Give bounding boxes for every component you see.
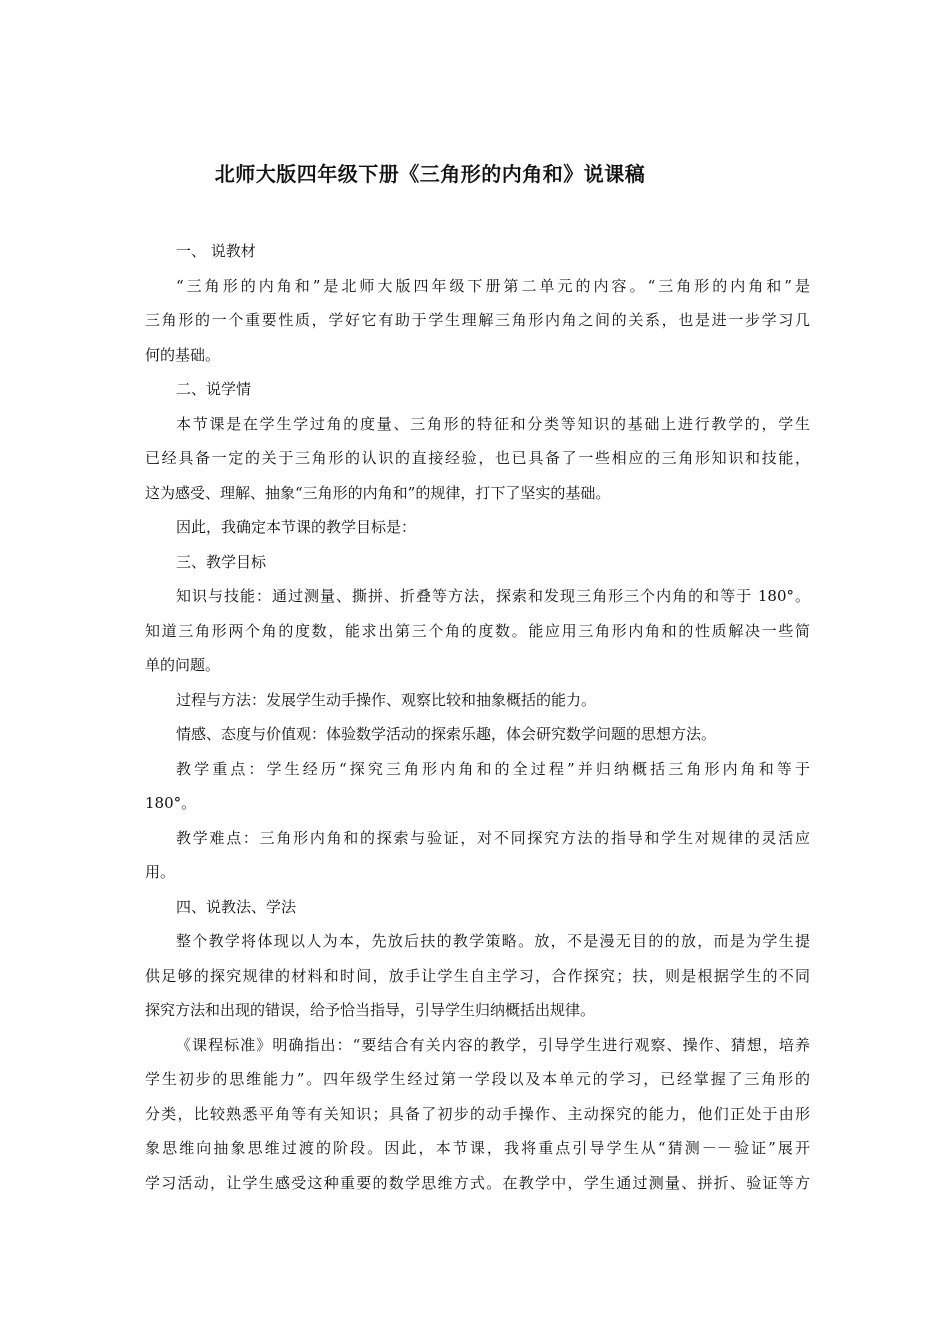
- section-heading-textbook: 一、 说教材: [176, 242, 256, 260]
- paragraph-line: “三角形的内角和”是北师大版四年级下册第二单元的内容。“三角形的内角和”是: [176, 276, 810, 295]
- paragraph-line: 已经具备一定的关于三角形的认识的直接经验，也已具备了一些相应的三角形知识和技能，: [145, 449, 810, 467]
- section-heading-students: 二、说学情: [176, 380, 252, 398]
- paragraph-line: 教学重点：学生经历“探究三角形内角和的全过程”并归纳概括三角形内角和等于: [176, 759, 810, 778]
- paragraph-line: 探究方法和出现的错误，给予恰当指导，引导学生归纳概括出规律。: [145, 1001, 596, 1019]
- paragraph-line: 本节课是在学生学过角的度量、三角形的特征和分类等知识的基础上进行教学的，学生: [176, 414, 810, 433]
- section-heading-objectives: 三、教学目标: [176, 552, 267, 571]
- section-heading-methods: 四、说教法、学法: [176, 897, 297, 916]
- paragraph-line: 用。: [145, 863, 176, 881]
- paragraph-line: 教学难点：三角形内角和的探索与验证，对不同探究方法的指导和学生对规律的灵活应: [176, 828, 810, 847]
- paragraph-line: 何的基础。: [145, 345, 221, 364]
- paragraph-line: 知道三角形两个角的度数，能求出第三个角的度数。能应用三角形内角和的性质解决一些简: [145, 621, 810, 640]
- paragraph-line: 知识与技能：通过测量、撕拼、折叠等方法，探索和发现三角形三个内角的和等于 180°。: [176, 587, 810, 605]
- paragraph-line: 情感、态度与价值观：体验数学活动的探索乐趣，体会研究数学问题的思想方法。: [176, 725, 717, 743]
- paragraph-line: 整个教学将体现以人为本，先放后扶的教学策略。放，不是漫无目的的放，而是为学生提: [176, 932, 810, 950]
- paragraph-line: 学生初步的思维能力”。四年级学生经过第一学段以及本单元的学习，已经掌握了三角形的: [145, 1070, 810, 1088]
- paragraph-line: 过程与方法：发展学生动手操作、观察比较和抽象概括的能力。: [176, 690, 597, 709]
- paragraph-line: 学习活动，让学生感受这种重要的数学思维方式。在教学中，学生通过测量、拼折、验证等方: [145, 1173, 810, 1192]
- paragraph-line: 《课程标准》明确指出：“要结合有关内容的教学，引导学生进行观察、操作、猜想，培养: [176, 1035, 810, 1054]
- paragraph-line: 象思维向抽象思维过渡的阶段。因此，本节课，我将重点引导学生从“猜测－－验证”展开: [145, 1139, 810, 1157]
- paragraph-line: 分类，比较熟悉平角等有关知识；具备了初步的动手操作、主动探究的能力，他们正处于由形: [145, 1104, 810, 1123]
- paragraph-line: 这为感受、理解、抽象“三角形的内角和”的规律，打下了坚实的基础。: [145, 483, 611, 502]
- document-title: 北师大版四年级下册《三角形的内角和》说课稿: [214, 162, 646, 186]
- paragraph-line: 因此，我确定本节课的教学目标是：: [176, 518, 417, 536]
- paragraph-line: 单的问题。: [145, 656, 221, 674]
- paragraph-line: 180°。: [145, 794, 197, 812]
- paragraph-line: 供足够的探究规律的材料和时间，放手让学生自主学习，合作探究；扶，则是根据学生的不同: [145, 966, 810, 985]
- paragraph-line: 三角形的一个重要性质，学好它有助于学生理解三角形内角之间的关系，也是进一步学习几: [145, 311, 810, 329]
- document-body: [145, 234, 810, 1200]
